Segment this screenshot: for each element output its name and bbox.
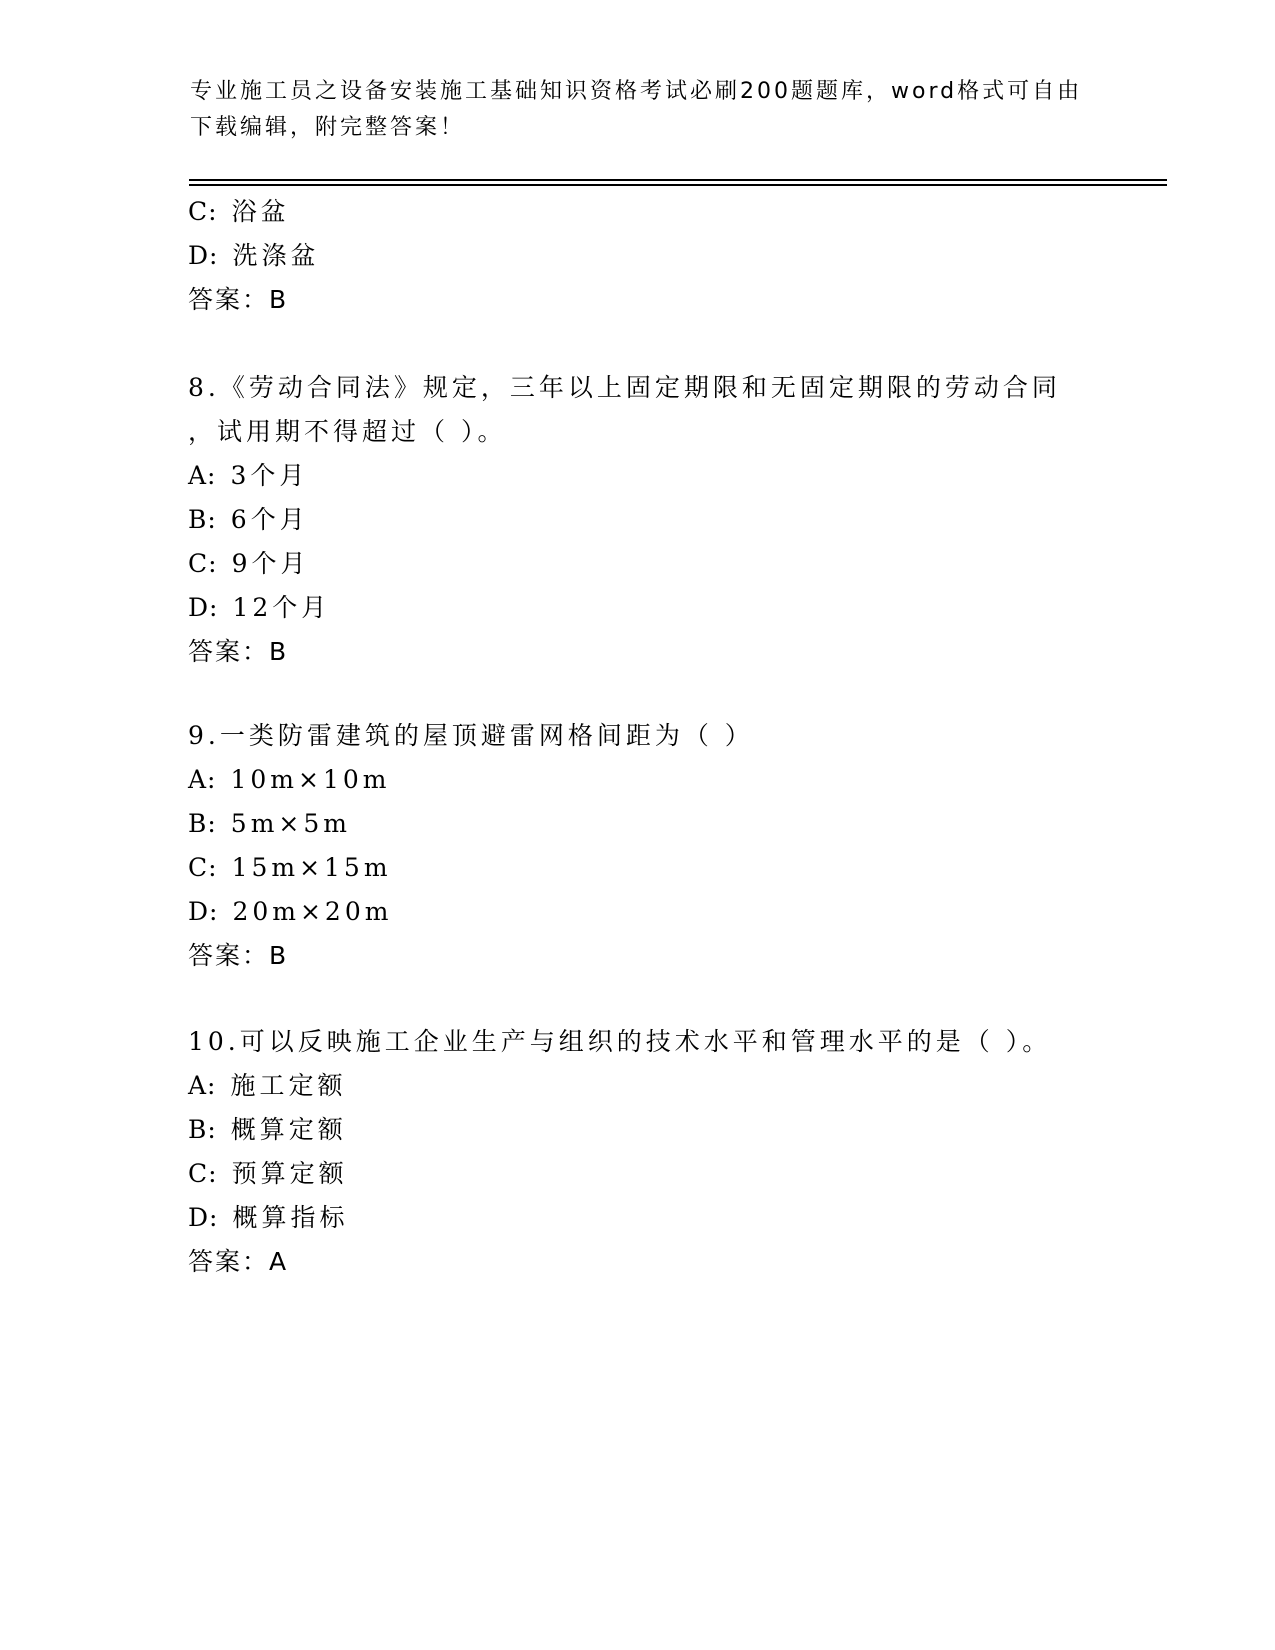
option-d	[188, 896, 392, 928]
option-label: D:	[188, 897, 219, 926]
option-b	[188, 808, 351, 840]
option-text: 6个月	[230, 505, 309, 534]
header-divider-top	[189, 179, 1167, 181]
option-label: D:	[188, 593, 219, 622]
option-label: C:	[188, 549, 218, 578]
option-text: 概算指标	[232, 1203, 349, 1232]
option-c	[188, 548, 309, 580]
option-a	[188, 1070, 347, 1102]
answer-line: 答案：B	[188, 285, 289, 314]
option-label: B:	[188, 809, 217, 838]
option-a	[188, 764, 390, 796]
option-text: 10m×10m	[230, 765, 391, 794]
option-d	[188, 592, 330, 624]
option-text: 施工定额	[230, 1071, 347, 1100]
option-label: C:	[188, 853, 218, 882]
header-title-line-2: 下载编辑，附完整答案！	[190, 115, 466, 140]
option-text: 12个月	[232, 593, 331, 622]
option-text: 15m×15m	[231, 853, 392, 882]
option-label: D:	[188, 1203, 219, 1232]
option-c	[188, 1158, 348, 1190]
option-text: 20m×20m	[232, 897, 393, 926]
document-header	[190, 74, 1090, 146]
option-text: 洗涤盆	[232, 241, 320, 270]
option-c	[188, 196, 290, 228]
header-divider-bottom	[189, 184, 1167, 186]
option-text: 5m×5m	[230, 809, 351, 838]
question-8-stem-line-2: ，试用期不得超过（ ）。	[188, 417, 507, 446]
answer-line: 答案：B	[188, 941, 289, 970]
option-label: A:	[188, 1071, 217, 1100]
option-text: 9个月	[231, 549, 310, 578]
option-text: 概算定额	[230, 1115, 347, 1144]
option-b	[188, 504, 309, 536]
option-b	[188, 1114, 347, 1146]
option-label: B:	[188, 1115, 217, 1144]
option-text: 3个月	[230, 461, 309, 490]
option-text: 浴盆	[231, 197, 290, 226]
option-label: A:	[188, 461, 217, 490]
option-d	[188, 240, 319, 272]
option-label: D:	[188, 241, 219, 270]
option-d	[188, 1202, 348, 1234]
option-a	[188, 460, 308, 492]
question-9-stem: 9.一类防雷建筑的屋顶避雷网格间距为（ ）	[188, 721, 754, 750]
option-text: 预算定额	[231, 1159, 348, 1188]
answer-line: 答案：A	[188, 1247, 289, 1276]
option-c	[188, 852, 392, 884]
option-label: B:	[188, 505, 217, 534]
option-label: A:	[188, 765, 217, 794]
question-10-stem: 10.可以反映施工企业生产与组织的技术水平和管理水平的是（ ）。	[188, 1027, 1052, 1056]
answer-line: 答案：B	[188, 637, 289, 666]
question-8-stem-line-1: 8.《劳动合同法》规定，三年以上固定期限和无固定期限的劳动合同	[188, 373, 1061, 402]
header-title-line-1: 专业施工员之设备安装施工基础知识资格考试必刷200题题库，word格式可自由	[190, 79, 1083, 104]
option-label: C:	[188, 197, 218, 226]
option-label: C:	[188, 1159, 218, 1188]
